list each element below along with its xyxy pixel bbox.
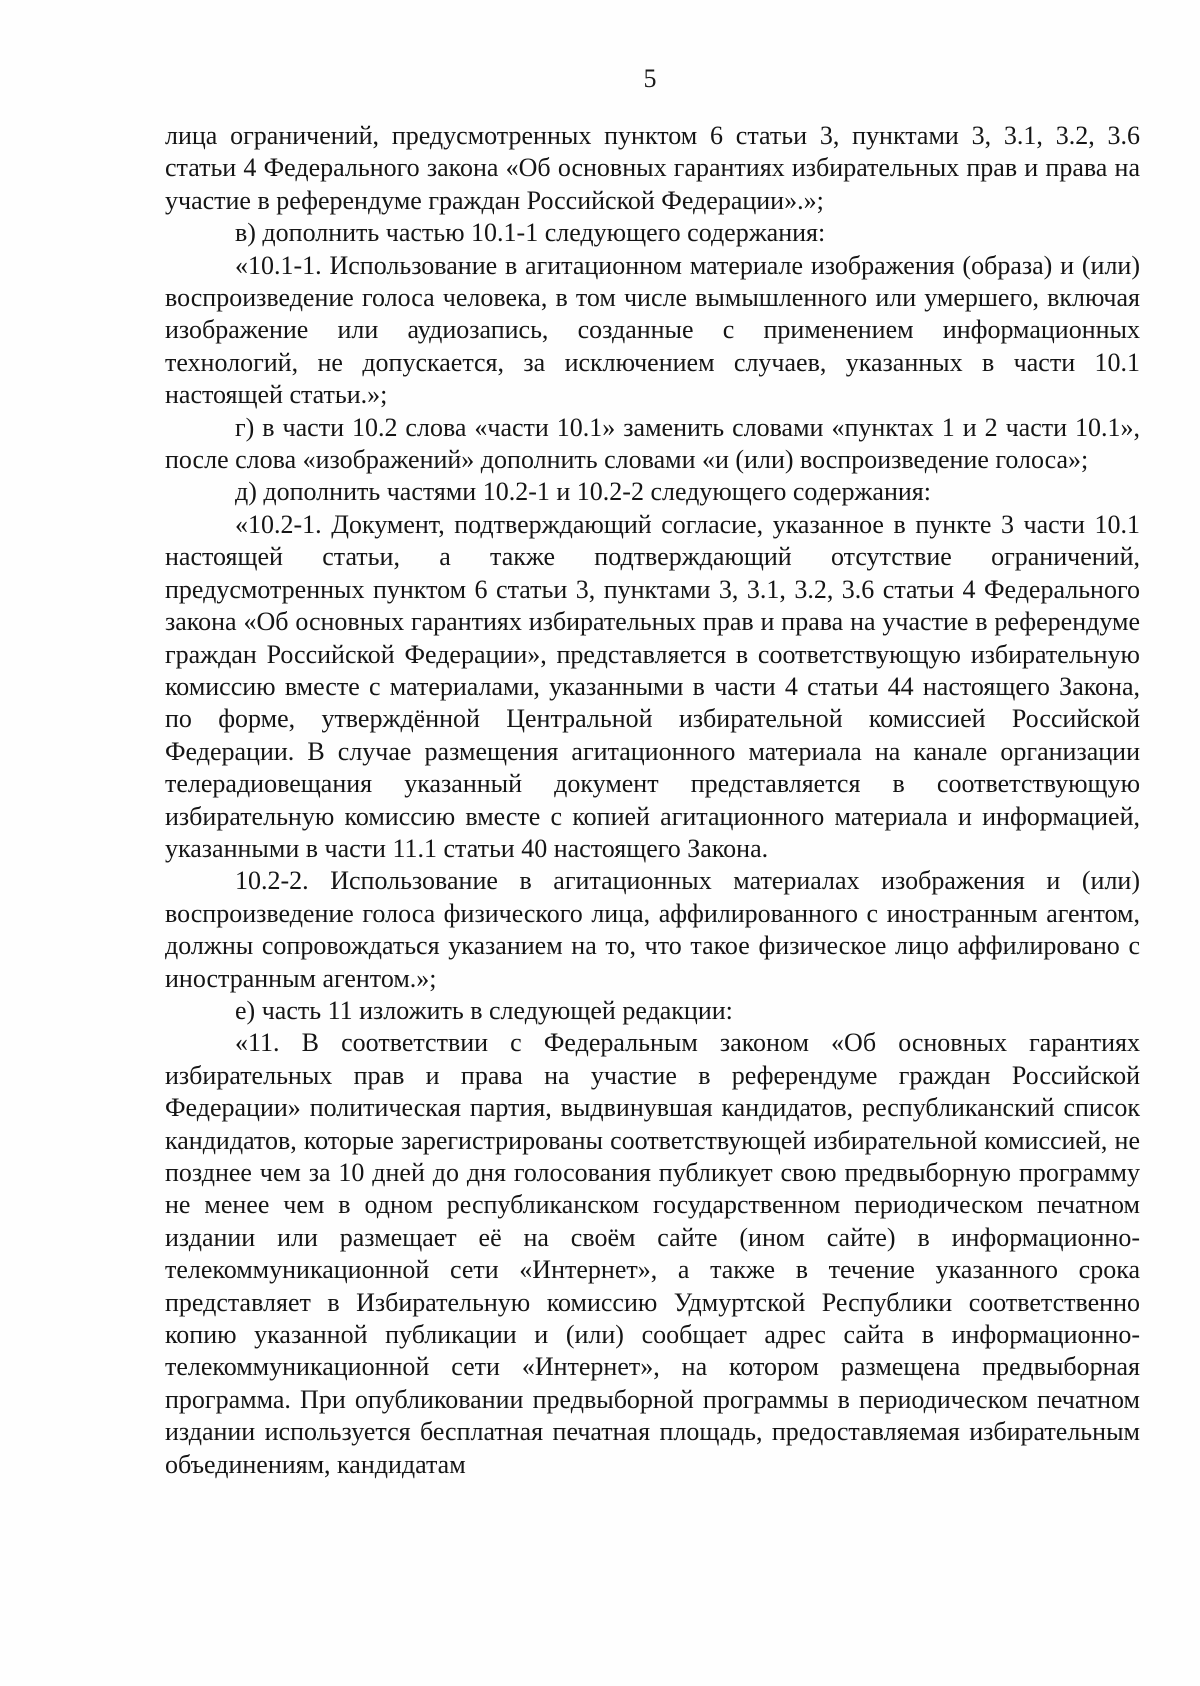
paragraph: 10.2-2. Использование в агитационных материалах изображения и (или) воспроизведение голоса физического лица, аффилированного с иностранным агентом, должны сопровождаться указанием на то, что такое физическое лицо аффилировано с иностранным агентом.»; bbox=[165, 866, 1140, 993]
paragraph: е) часть 11 изложить в следующей редакции: bbox=[235, 995, 733, 1025]
paragraph: «10.2-1. Документ, подтверждающий согласие, указанное в пункте 3 части 10.1 настоящей статьи, а также подтверждающий отсутствие ограничений, предусмотренных пунктом 6 статьи 3, пунктами 3, 3.1, 3.2, 3.6 статьи 4 Федерального закона «Об основных гарантиях избирательных прав и права на участие в референдуме граждан Российской Федерации», представляется в соответствующую избирательную комиссию вместе с материалами, указанными в части 4 статьи 44 настоящего Закона, по форме, утверждённой Центральной избирательной комиссией Российской Федерации. В случае размещения агитационного материала на канале организации телерадиовещания указанный документ представляется в соответствующую избирательную комиссию вместе с копией агитационного материала и информацией, указанными в части 11.1 статьи 40 настоящего Закона. bbox=[165, 509, 1140, 863]
document-body bbox=[165, 120, 1140, 1481]
paragraph: д) дополнить частями 10.2-1 и 10.2-2 следующего содержания: bbox=[235, 477, 931, 507]
page-number: 5 bbox=[643, 64, 657, 93]
paragraph: «10.1-1. Использование в агитационном материале изображения (образа) и (или) воспроизведение голоса человека, в том числе вымышленного или умершего, включая изображение или аудиозапись, созданные с применением информационных технологий, не допускается, за исключением случаев, указанных в части 10.1 настоящей статьи.»; bbox=[165, 250, 1140, 410]
paragraph: «11. В соответствии с Федеральным законом «Об основных гарантиях избирательных прав и права на участие в референдуме граждан Российской Федерации» политическая партия, выдвинувшая кандидатов, республиканский список кандидатов, которые зарегистрированы соответствующей избирательной комиссией, не позднее чем за 10 дней до дня голосования публикует свою предвыборную программу не менее чем в одном республиканском государственном периодическом печатном издании или размещает её на своём сайте (ином сайте) в информационно-телекоммуникационной сети «Интернет», а также в течение указанного срока представляет в Избирательную комиссию Удмуртской Республики соответственно копию указанной публикации и (или) сообщает адрес сайта в информационно-телекоммуникационной сети «Интернет», на котором размещена предвыборная программа. При опубликовании предвыборной программы в периодическом печатном издании используется бесплатная печатная площадь, предоставляемая избирательным объединениям, кандидатам bbox=[165, 1028, 1140, 1479]
paragraph: лица ограничений, предусмотренных пунктом 6 статьи 3, пунктами 3, 3.1, 3.2, 3.6 статьи 4 Федерального закона «Об основных гарантиях избирательных прав и права на участие в референдуме граждан Российской Федерации».»; bbox=[165, 121, 1140, 215]
paragraph: в) дополнить частью 10.1-1 следующего содержания: bbox=[235, 218, 826, 248]
paragraph: г) в части 10.2 слова «части 10.1» заменить словами «пунктах 1 и 2 части 10.1», после слова «изображений» дополнить словами «и (или) воспроизведение голоса»; bbox=[165, 412, 1140, 475]
